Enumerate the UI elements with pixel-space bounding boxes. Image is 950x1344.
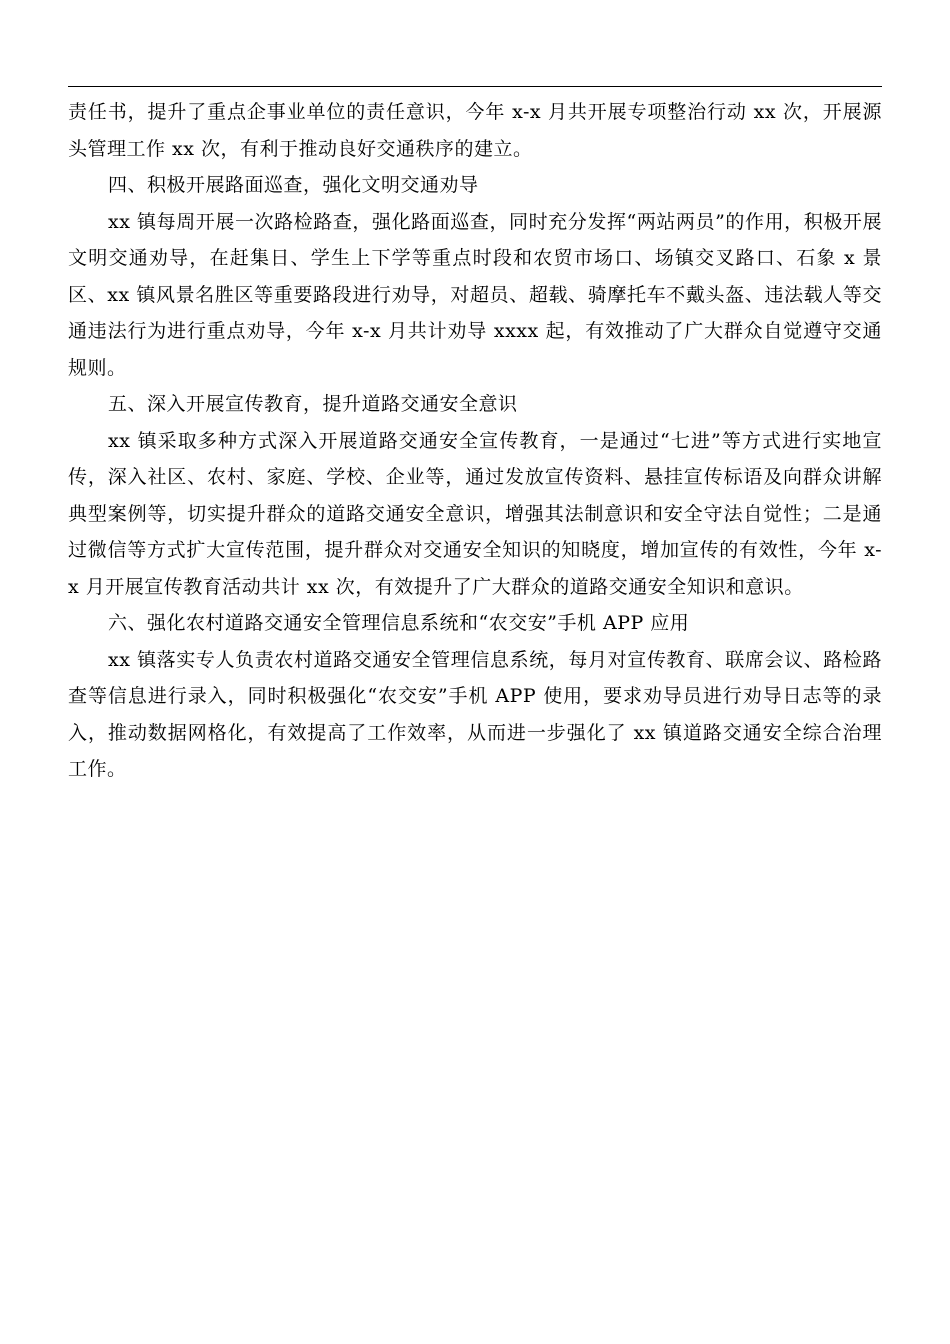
paragraph-road-patrol: xx 镇每周开展一次路检路查，强化路面巡查，同时充分发挥“两站两员”的作用，积极开展文明交通劝导，在赶集日、学生上下学等重点时段和农贸市场口、场镇交叉路口、石象 x 景区、xx 镇风景名胜区等重要路段进行劝导，对超员、超载、骑摩托车不戴头盔、违法载人等交通违法行为进行重点劝导，今年 x-x 月共计劝导 xxxx 起，有效推动了广大群众自觉遵守交通规则。: [68, 210, 882, 379]
section-heading-5: 五、深入开展宣传教育，提升道路交通安全意识: [108, 393, 518, 415]
header-rule: [68, 86, 882, 87]
section-heading-6: 六、强化农村道路交通安全管理信息系统和“农交安”手机 APP 应用: [108, 612, 690, 634]
document-page: [68, 0, 882, 1344]
document-body: [68, 94, 882, 788]
paragraph-publicity-education: xx 镇采取多种方式深入开展道路交通安全宣传教育，一是通过“七进”等方式进行实地宣传，深入社区、农村、家庭、学校、企业等，通过发放宣传资料、悬挂宣传标语及向群众讲解典型案例等，切实提升群众的道路交通安全意识，增强其法制意识和安全守法自觉性；二是通过微信等方式扩大宣传范围，提升群众对交通安全知识的知晓度，增加宣传的有效性，今年 x-x 月开展宣传教育活动共计 xx 次，有效提升了广大群众的道路交通安全知识和意识。: [68, 429, 882, 598]
paragraph-info-system: xx 镇落实专人负责农村道路交通安全管理信息系统，每月对宣传教育、联席会议、路检路查等信息进行录入，同时积极强化“农交安”手机 APP 使用，要求劝导员进行劝导日志等的录入，推动数据网格化，有效提高了工作效率，从而进一步强化了 xx 镇道路交通安全综合治理工作。: [68, 648, 882, 780]
paragraph-continuation: 责任书，提升了重点企事业单位的责任意识，今年 x-x 月共开展专项整治行动 xx 次，开展源头管理工作 xx 次，有利于推动良好交通秩序的建立。: [68, 101, 882, 160]
section-heading-4: 四、积极开展路面巡查，强化文明交通劝导: [108, 174, 479, 196]
